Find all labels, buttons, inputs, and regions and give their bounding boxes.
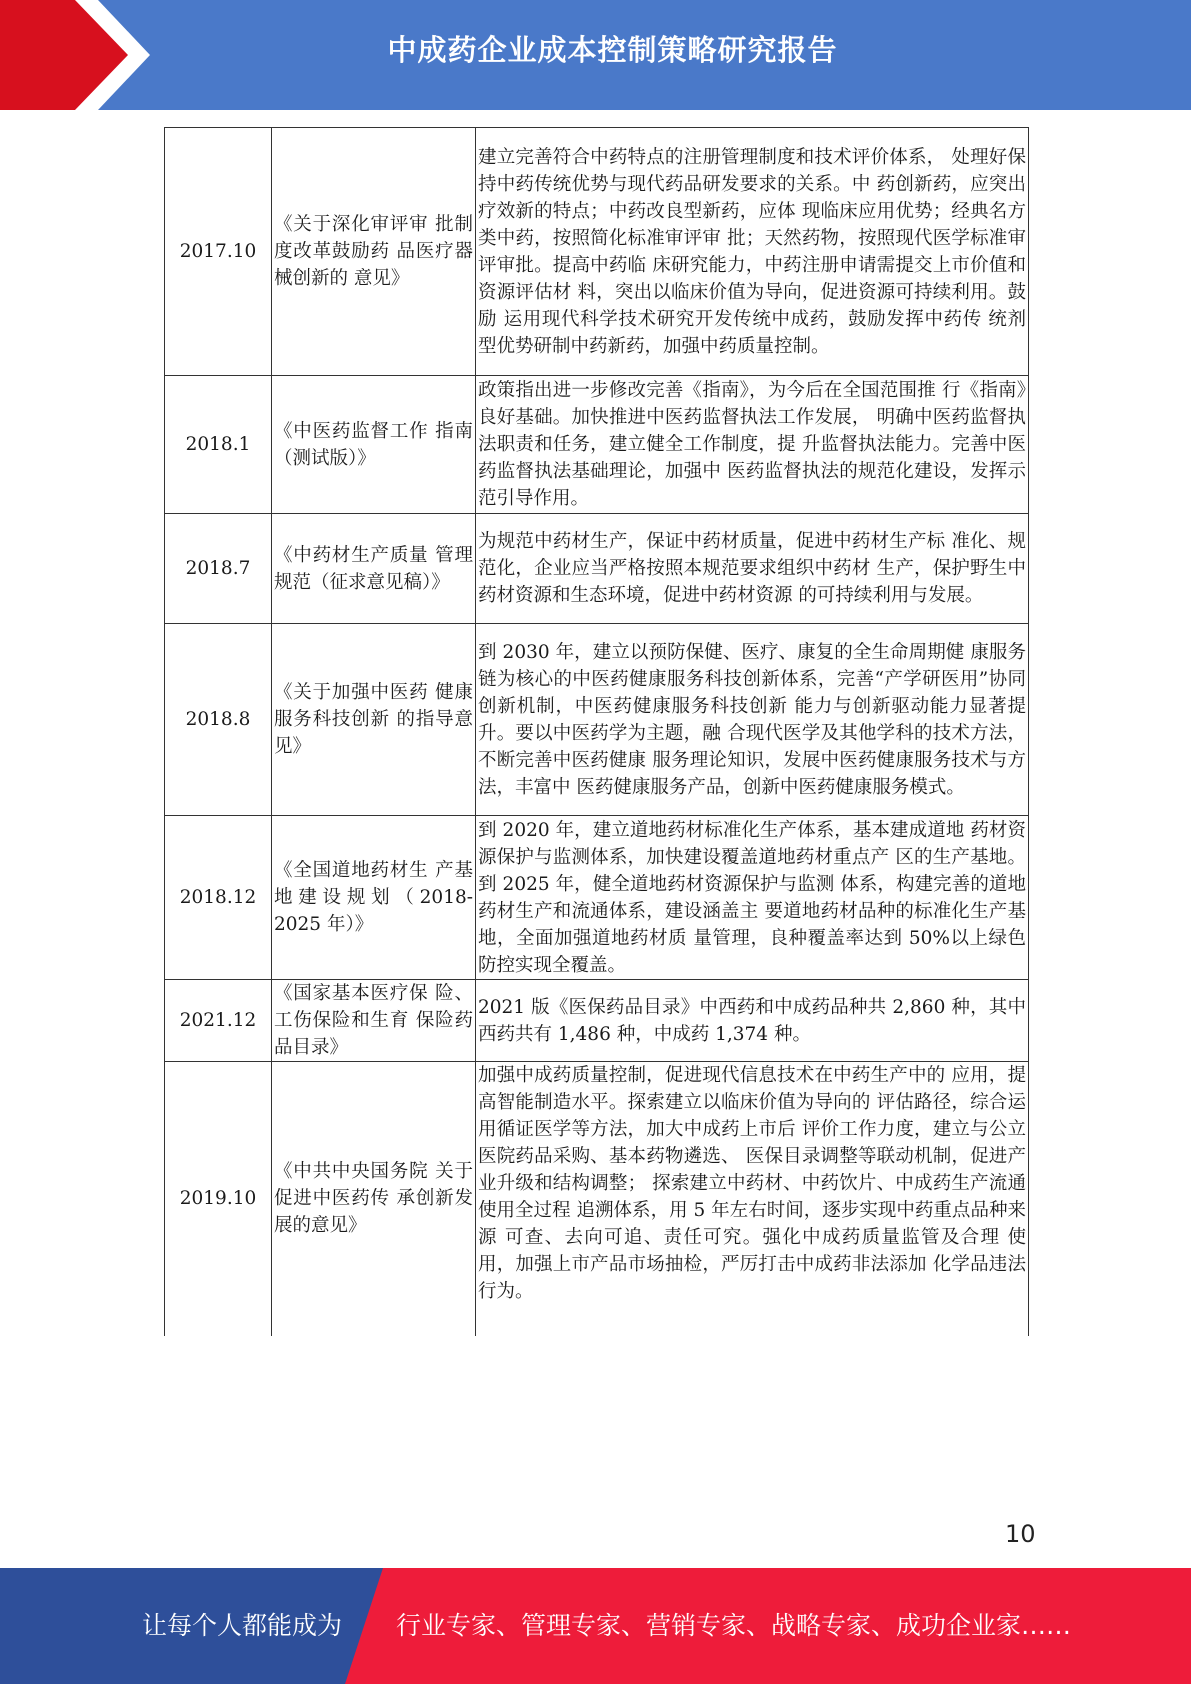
table-row: [165, 128, 1029, 376]
table-row: [165, 376, 1029, 514]
policy-title: 《中共中央国务院 关于促进中医药传 承创新发展的意见》: [272, 1062, 476, 1336]
policy-title: 《中医药监督工作 指南（测试版）》: [272, 376, 476, 514]
table-row: [165, 1062, 1029, 1336]
policy-title: 《全国道地药材生 产基地建设规划（2018-2025 年）》: [272, 816, 476, 980]
policy-date: 2018.7: [165, 514, 272, 624]
policy-table: [164, 127, 1029, 1336]
footer-slogan-left: 让每个人都能成为: [142, 1611, 343, 1640]
policy-content: 2021 版《医保药品目录》中西药和中成药品种共 2,860 种，其中西药共有 1,486 种，中成药 1,374 种。: [476, 980, 1029, 1062]
page-header: [0, 0, 1191, 110]
table-row: [165, 624, 1029, 816]
policy-date: 2018.12: [165, 816, 272, 980]
report-title: 中成药企业成本控制策略研究报告: [387, 33, 838, 67]
policy-date: 2017.10: [165, 128, 272, 376]
table-row: [165, 514, 1029, 624]
policy-title: 《关于深化审评审 批制度改革鼓励药 品医疗器械创新的 意见》: [272, 128, 476, 376]
policy-date: 2018.8: [165, 624, 272, 816]
table-row: [165, 980, 1029, 1062]
policy-content: 到 2030 年，建立以预防保健、医疗、康复的全生命周期健 康服务链为核心的中医药健康服务科技创新体系，完善“产学研医用”协同创新机制，中医药健康服务科技创新 能力与创新驱动能力显著提升。要以中医药学为主题，融 合现代医学及其他学科的技术方法，不断完善中医药健康 服务理论知识，发展中医药健康服务技术与方法，丰富中 医药健康服务产品，创新中医药健康服务模式。: [476, 624, 1029, 816]
page-footer: [0, 1568, 1191, 1684]
table-row: [165, 816, 1029, 980]
policy-date: 2021.12: [165, 980, 272, 1062]
policy-content: 为规范中药材生产，保证中药材质量，促进中药材生产标 准化、规范化，企业应当严格按照本规范要求组织中药材 生产，保护野生中药材资源和生态环境，促进中药材资源 的可持续利用与发展。: [476, 514, 1029, 624]
policy-content: 到 2020 年，建立道地药材标准化生产体系，基本建成道地 药材资源保护与监测体系，加快建设覆盖道地药材重点产 区的生产基地。到 2025 年，健全道地药材资源保护与监测 体系，构建完善的道地药材生产和流通体系，建设涵盖主 要道地药材品种的标准化生产基地，全面加强道地药材质 量管理，良种覆盖率达到 50%以上绿色防控实现全覆盖。: [476, 816, 1029, 980]
policy-title: 《国家基本医疗保 险、工伤保险和生育 保险药品目录》: [272, 980, 476, 1062]
footer-slogan-right: 行业专家、管理专家、营销专家、战略专家、成功企业家……: [396, 1611, 1072, 1640]
policy-content: 建立完善符合中药特点的注册管理制度和技术评价体系， 处理好保持中药传统优势与现代药品研发要求的关系。中 药创新药，应突出疗效新的特点；中药改良型新药，应体 现临床应用优势；经典名方类中药，按照简化标准审评审 批；天然药物，按照现代医学标准审评审批。提高中药临 床研究能力，中药注册申请需提交上市价值和资源评估材 料，突出以临床价值为导向，促进资源可持续利用。鼓励 运用现代科学技术研究开发传统中成药，鼓励发挥中药传 统剂型优势研制中药新药，加强中药质量控制。: [476, 128, 1029, 376]
policy-title: 《关于加强中医药 健康服务科技创新 的指导意见》: [272, 624, 476, 816]
policy-date: 2019.10: [165, 1062, 272, 1336]
policy-title: 《中药材生产质量 管理规范（征求意见稿）》: [272, 514, 476, 624]
policy-content: 加强中成药质量控制，促进现代信息技术在中药生产中的 应用，提高智能制造水平。探索建立以临床价值为导向的 评估路径，综合运用循证医学等方法，加大中成药上市后 评价工作力度，建立与公立医院药品采购、基本药物遴选、 医保目录调整等联动机制，促进产业升级和结构调整； 探索建立中药材、中药饮片、中成药生产流通使用全过程 追溯体系，用 5 年左右时间，逐步实现中药重点品种来源 可查、去向可追、责任可究。强化中成药质量监管及合理 使用，加强上市产品市场抽检，严厉打击中成药非法添加 化学品违法行为。: [476, 1062, 1029, 1336]
policy-date: 2018.1: [165, 376, 272, 514]
page-number: 10: [1005, 1520, 1036, 1548]
policy-content: 政策指出进一步修改完善《指南》，为今后在全国范围推 行《指南》良好基础。加快推进中医药监督执法工作发展， 明确中医药监督执法职责和任务，建立健全工作制度，提 升监督执法能力。完善中医药监督执法基础理论，加强中 医药监督执法的规范化建设，发挥示范引导作用。: [476, 376, 1029, 514]
